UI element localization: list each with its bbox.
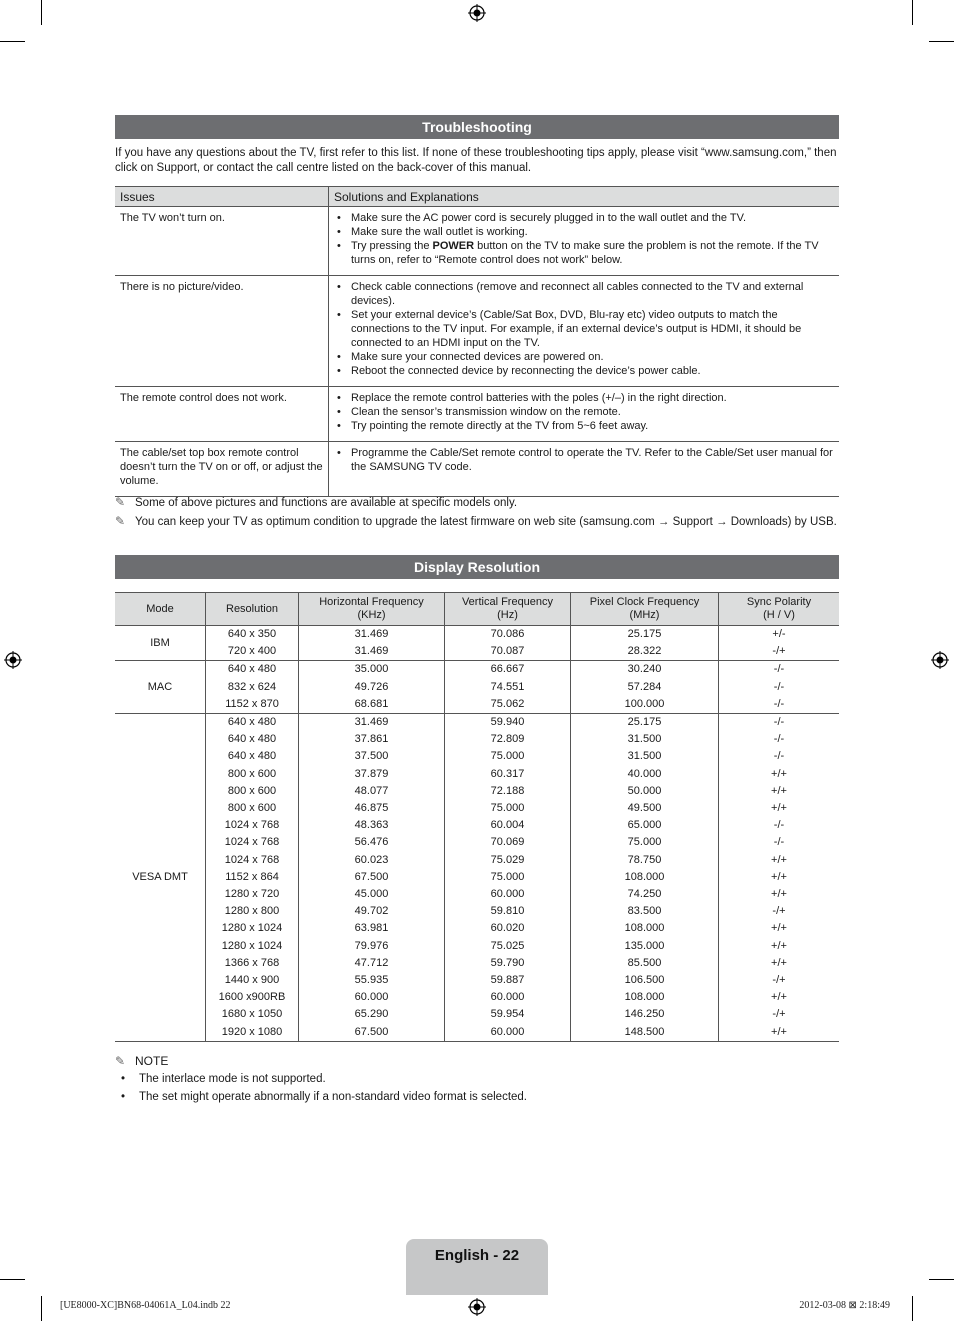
table-cell: 37.500 — [299, 748, 445, 765]
table-cell: 640 x 480 — [206, 661, 299, 679]
table-cell: 30.240 — [571, 661, 719, 679]
table-cell: -/- — [773, 750, 785, 763]
table-cell: 60.000 — [445, 886, 571, 903]
table-cell: 800 x 600 — [206, 783, 299, 800]
table-cell: +/+ — [771, 991, 787, 1004]
table-cell: 78.750 — [571, 852, 719, 869]
table-cell: 83.500 — [571, 903, 719, 920]
table-row — [115, 834, 839, 851]
table-cell: 70.069 — [445, 834, 571, 851]
table-cell: 60.020 — [445, 920, 571, 937]
table-cell: 720 x 400 — [206, 643, 299, 661]
table-cell: 45.000 — [299, 886, 445, 903]
crop-mark — [929, 41, 954, 42]
table-cell: 57.284 — [571, 679, 719, 696]
table-cell: +/+ — [771, 784, 787, 797]
mode-cell: IBM — [115, 626, 206, 661]
table-cell: 59.790 — [445, 955, 571, 972]
crop-mark — [0, 1279, 25, 1280]
table-cell: 40.000 — [571, 766, 719, 783]
table-header-row — [115, 593, 839, 626]
table-cell: +/+ — [719, 1024, 840, 1042]
table-cell: 31.469 — [299, 643, 445, 661]
table-cell: 37.879 — [299, 766, 445, 783]
table-cell: 640 x 480 — [206, 731, 299, 748]
page-number-tab: English - 22 — [406, 1239, 548, 1295]
table-cell: +/+ — [771, 853, 787, 866]
table-cell: 800 x 600 — [206, 800, 299, 817]
mode-cell: MAC — [115, 661, 206, 714]
table-row — [115, 731, 839, 748]
table-cell: 28.322 — [571, 643, 719, 661]
table-cell: 59.887 — [445, 972, 571, 989]
crop-mark — [41, 0, 42, 25]
table-cell: +/- — [772, 628, 786, 640]
table-cell: 56.476 — [299, 834, 445, 851]
table-cell: 65.000 — [571, 817, 719, 834]
table-cell: 1152 x 870 — [206, 696, 299, 714]
table-cell: 640 x 350 — [206, 626, 299, 644]
list-item: • The set might operate abnormally if a non-standard video format is selected. — [121, 1091, 528, 1103]
troubleshooting-intro: If you have any questions about the TV, first refer to this list. If none of these troubleshooting tips apply, please visit “www.samsung.com,” then click on Support, or contact the call centre listed on the back-cover of this manual. — [115, 147, 837, 174]
note-heading: ✎ NOTE — [115, 1054, 169, 1068]
table-cell: 146.250 — [571, 1006, 719, 1023]
table-cell: 1440 x 900 — [206, 972, 299, 989]
table-cell: 108.000 — [571, 989, 719, 1006]
table-cell: 35.000 — [299, 661, 445, 679]
table-cell: +/+ — [771, 939, 787, 952]
issue-cell: The TV won’t turn on. — [115, 207, 329, 276]
table-cell: 1280 x 720 — [206, 886, 299, 903]
table-cell: 832 x 624 — [206, 679, 299, 696]
table-row — [115, 696, 839, 714]
column-header: Vertical Frequency (Hz) — [445, 593, 571, 626]
troubleshooting-table — [115, 186, 839, 497]
registration-mark-icon — [468, 4, 486, 22]
note-text: Some of above pictures and functions are available at specific models only. — [135, 497, 518, 509]
table-cell: 1680 x 1050 — [206, 1006, 299, 1023]
table-cell: 55.935 — [299, 972, 445, 989]
table-cell: 1366 x 768 — [206, 955, 299, 972]
table-cell: 100.000 — [571, 696, 719, 714]
table-cell: 59.940 — [445, 714, 571, 732]
table-cell: 66.667 — [445, 661, 571, 679]
table-cell: -/- — [773, 819, 785, 832]
table-cell: 74.551 — [445, 679, 571, 696]
troubleshooting-heading: Troubleshooting — [115, 115, 839, 139]
table-cell: 60.000 — [445, 1024, 571, 1042]
table-cell: 47.712 — [299, 955, 445, 972]
table-row — [115, 679, 839, 696]
table-row — [115, 643, 839, 661]
table-cell: 75.000 — [445, 800, 571, 817]
table-cell: 74.250 — [571, 886, 719, 903]
table-row — [115, 276, 839, 387]
table-cell: 1280 x 1024 — [206, 938, 299, 955]
footer-file-info: [UE8000-XC]BN68-04061A_L04.indb 22 — [60, 1300, 231, 1311]
list-item: • Set your external device’s (Cable/Sat Box, DVD, Blu-ray etc) video outputs to match the connections to the TV input. For example, if an external device’s output is HDMI, it should be connected to an HDMI input on the TV. — [351, 308, 834, 350]
issue-cell: The remote control does not work. — [115, 387, 329, 442]
table-cell: 1024 x 768 — [206, 817, 299, 834]
table-cell: +/+ — [771, 922, 787, 935]
list-item: • Try pointing the remote directly at the TV from 5~6 feet away. — [351, 419, 834, 433]
table-cell: 70.086 — [445, 626, 571, 644]
table-cell: 800 x 600 — [206, 766, 299, 783]
table-cell: 108.000 — [571, 869, 719, 886]
table-cell: 75.025 — [445, 938, 571, 955]
table-cell: 72.809 — [445, 731, 571, 748]
table-row — [115, 800, 839, 817]
table-cell: 50.000 — [571, 783, 719, 800]
table-cell: 79.976 — [299, 938, 445, 955]
table-cell: 67.500 — [299, 1024, 445, 1042]
table-row — [115, 955, 839, 972]
table-cell: -/- — [773, 663, 785, 676]
solutions-cell — [329, 442, 840, 497]
registration-mark-icon — [468, 1298, 486, 1316]
table-cell: -/- — [719, 696, 840, 714]
table-row — [115, 748, 839, 765]
table-cell: 60.000 — [445, 989, 571, 1006]
table-cell: 106.500 — [571, 972, 719, 989]
table-cell: 70.087 — [445, 643, 571, 661]
table-cell: 1024 x 768 — [206, 852, 299, 869]
table-row — [115, 387, 839, 442]
list-item: • Check cable connections (remove and reconnect all cables connected to the TV and external devices). — [351, 280, 834, 308]
table-cell: 85.500 — [571, 955, 719, 972]
table-row — [115, 1024, 839, 1042]
table-cell: 31.469 — [299, 714, 445, 732]
crop-mark — [912, 0, 913, 25]
table-row — [115, 1006, 839, 1023]
table-row — [115, 938, 839, 955]
table-cell: 59.954 — [445, 1006, 571, 1023]
table-row — [115, 626, 839, 644]
table-cell: 25.175 — [571, 714, 719, 732]
table-cell: 48.363 — [299, 817, 445, 834]
table-cell: 1600 x900RB — [206, 989, 299, 1006]
solutions-cell — [329, 387, 840, 442]
table-header-row — [115, 187, 839, 207]
display-resolution-table — [115, 592, 839, 1042]
table-cell: +/+ — [771, 888, 787, 901]
column-header: Solutions and Explanations — [329, 187, 840, 207]
table-cell: 1920 x 1080 — [206, 1024, 299, 1042]
table-row — [115, 852, 839, 869]
issue-cell: The cable/set top box remote control doesn’t turn the TV on or off, or adjust the volume. — [115, 442, 329, 497]
table-row — [115, 972, 839, 989]
table-row — [115, 766, 839, 783]
table-cell: 48.077 — [299, 783, 445, 800]
table-cell: +/+ — [771, 767, 787, 780]
table-cell: 67.500 — [299, 869, 445, 886]
table-cell: 1280 x 1024 — [206, 920, 299, 937]
column-header: Horizontal Frequency (KHz) — [299, 593, 445, 626]
pencil-note-icon: ✎ — [115, 495, 126, 509]
table-row — [115, 442, 839, 497]
table-cell: 31.500 — [571, 731, 719, 748]
table-cell: 60.317 — [445, 766, 571, 783]
table-cell: 46.875 — [299, 800, 445, 817]
table-cell: 75.029 — [445, 852, 571, 869]
table-cell: 59.810 — [445, 903, 571, 920]
crop-mark — [41, 1296, 42, 1321]
column-header: Sync Polarity (H / V) — [719, 593, 840, 626]
table-row — [115, 989, 839, 1006]
solutions-cell — [329, 276, 840, 387]
table-cell: 31.469 — [299, 626, 445, 644]
table-cell: -/+ — [772, 905, 786, 918]
column-header: Pixel Clock Frequency (MHz) — [571, 593, 719, 626]
note-text: You can keep your TV as optimum condition to upgrade the latest firmware on web site (samsung.com → Support → Downloads) by USB. — [135, 516, 837, 528]
table-cell: 75.062 — [445, 696, 571, 714]
crop-mark — [929, 1279, 954, 1280]
table-cell: 49.702 — [299, 903, 445, 920]
table-cell: 75.000 — [445, 869, 571, 886]
table-cell: 72.188 — [445, 783, 571, 800]
list-item: • Reboot the connected device by reconnecting the device’s power cable. — [351, 364, 834, 378]
table-cell: 1152 x 864 — [206, 869, 299, 886]
table-row — [115, 661, 839, 679]
solutions-cell — [329, 207, 840, 276]
table-cell: +/+ — [771, 870, 787, 883]
table-cell: -/+ — [719, 643, 840, 661]
list-item: • The interlace mode is not supported. — [121, 1073, 326, 1085]
table-cell: 49.726 — [299, 679, 445, 696]
column-header: Mode — [115, 593, 206, 626]
power-button-label: POWER — [432, 240, 475, 252]
pencil-note-icon: ✎ — [115, 1054, 126, 1068]
table-row — [115, 817, 839, 834]
column-header: Issues — [115, 187, 329, 207]
table-cell: 640 x 480 — [206, 748, 299, 765]
table-cell: 63.981 — [299, 920, 445, 937]
list-item: • Make sure your connected devices are powered on. — [351, 350, 834, 364]
table-cell: 37.861 — [299, 731, 445, 748]
table-cell: 75.000 — [445, 748, 571, 765]
table-row — [115, 714, 839, 732]
table-row — [115, 886, 839, 903]
table-cell: 25.175 — [571, 626, 719, 644]
table-cell: 65.290 — [299, 1006, 445, 1023]
pencil-note-icon: ✎ — [115, 514, 126, 528]
table-cell: +/+ — [771, 802, 787, 815]
table-row — [115, 869, 839, 886]
table-cell: 60.000 — [299, 989, 445, 1006]
list-item: • Replace the remote control batteries with the poles (+/–) in the right direction. — [351, 391, 834, 405]
issue-cell: There is no picture/video. — [115, 276, 329, 387]
list-item: • Make sure the AC power cord is securely plugged in to the wall outlet and the TV. — [351, 211, 834, 225]
table-cell: 135.000 — [571, 938, 719, 955]
table-cell: -/- — [773, 716, 785, 729]
list-item: • Make sure the wall outlet is working. — [351, 225, 834, 239]
table-cell: -/+ — [772, 974, 786, 987]
table-cell: 60.023 — [299, 852, 445, 869]
mode-cell: VESA DMT — [115, 714, 206, 1042]
table-row — [115, 207, 839, 276]
table-cell: 49.500 — [571, 800, 719, 817]
table-cell: -/- — [773, 836, 785, 849]
table-row — [115, 783, 839, 800]
column-header: Resolution — [206, 593, 299, 626]
table-cell: 75.000 — [571, 834, 719, 851]
table-row — [115, 920, 839, 937]
table-cell: 1280 x 800 — [206, 903, 299, 920]
table-cell: 108.000 — [571, 920, 719, 937]
display-resolution-heading: Display Resolution — [115, 555, 839, 579]
footer-timestamp: 2012-03-08 ⊠ 2:18:49 — [799, 1300, 890, 1311]
note-line — [115, 514, 837, 529]
list-item: • Programme the Cable/Set remote control to operate the TV. Refer to the Cable/Set user manual for the SAMSUNG TV code. — [351, 446, 834, 474]
crop-mark — [0, 41, 25, 42]
table-cell: 68.681 — [299, 696, 445, 714]
note-line — [115, 495, 517, 510]
table-cell: +/+ — [771, 956, 787, 969]
list-item: • Try pressing the POWER button on the TV to make sure the problem is not the remote. If the TV turns on, refer to “Remote control does not work” below. — [351, 239, 834, 267]
table-cell: -/- — [773, 733, 785, 746]
table-cell: 31.500 — [571, 748, 719, 765]
list-item: • Clean the sensor’s transmission window on the remote. — [351, 405, 834, 419]
registration-mark-icon — [4, 651, 22, 669]
table-cell: 148.500 — [571, 1024, 719, 1042]
registration-mark-icon — [931, 651, 949, 669]
crop-mark — [912, 1296, 913, 1321]
table-cell: -/+ — [772, 1008, 786, 1021]
table-cell: 60.004 — [445, 817, 571, 834]
table-cell: 1024 x 768 — [206, 834, 299, 851]
table-cell: -/- — [773, 680, 785, 693]
table-row — [115, 903, 839, 920]
table-cell: 640 x 480 — [206, 714, 299, 732]
